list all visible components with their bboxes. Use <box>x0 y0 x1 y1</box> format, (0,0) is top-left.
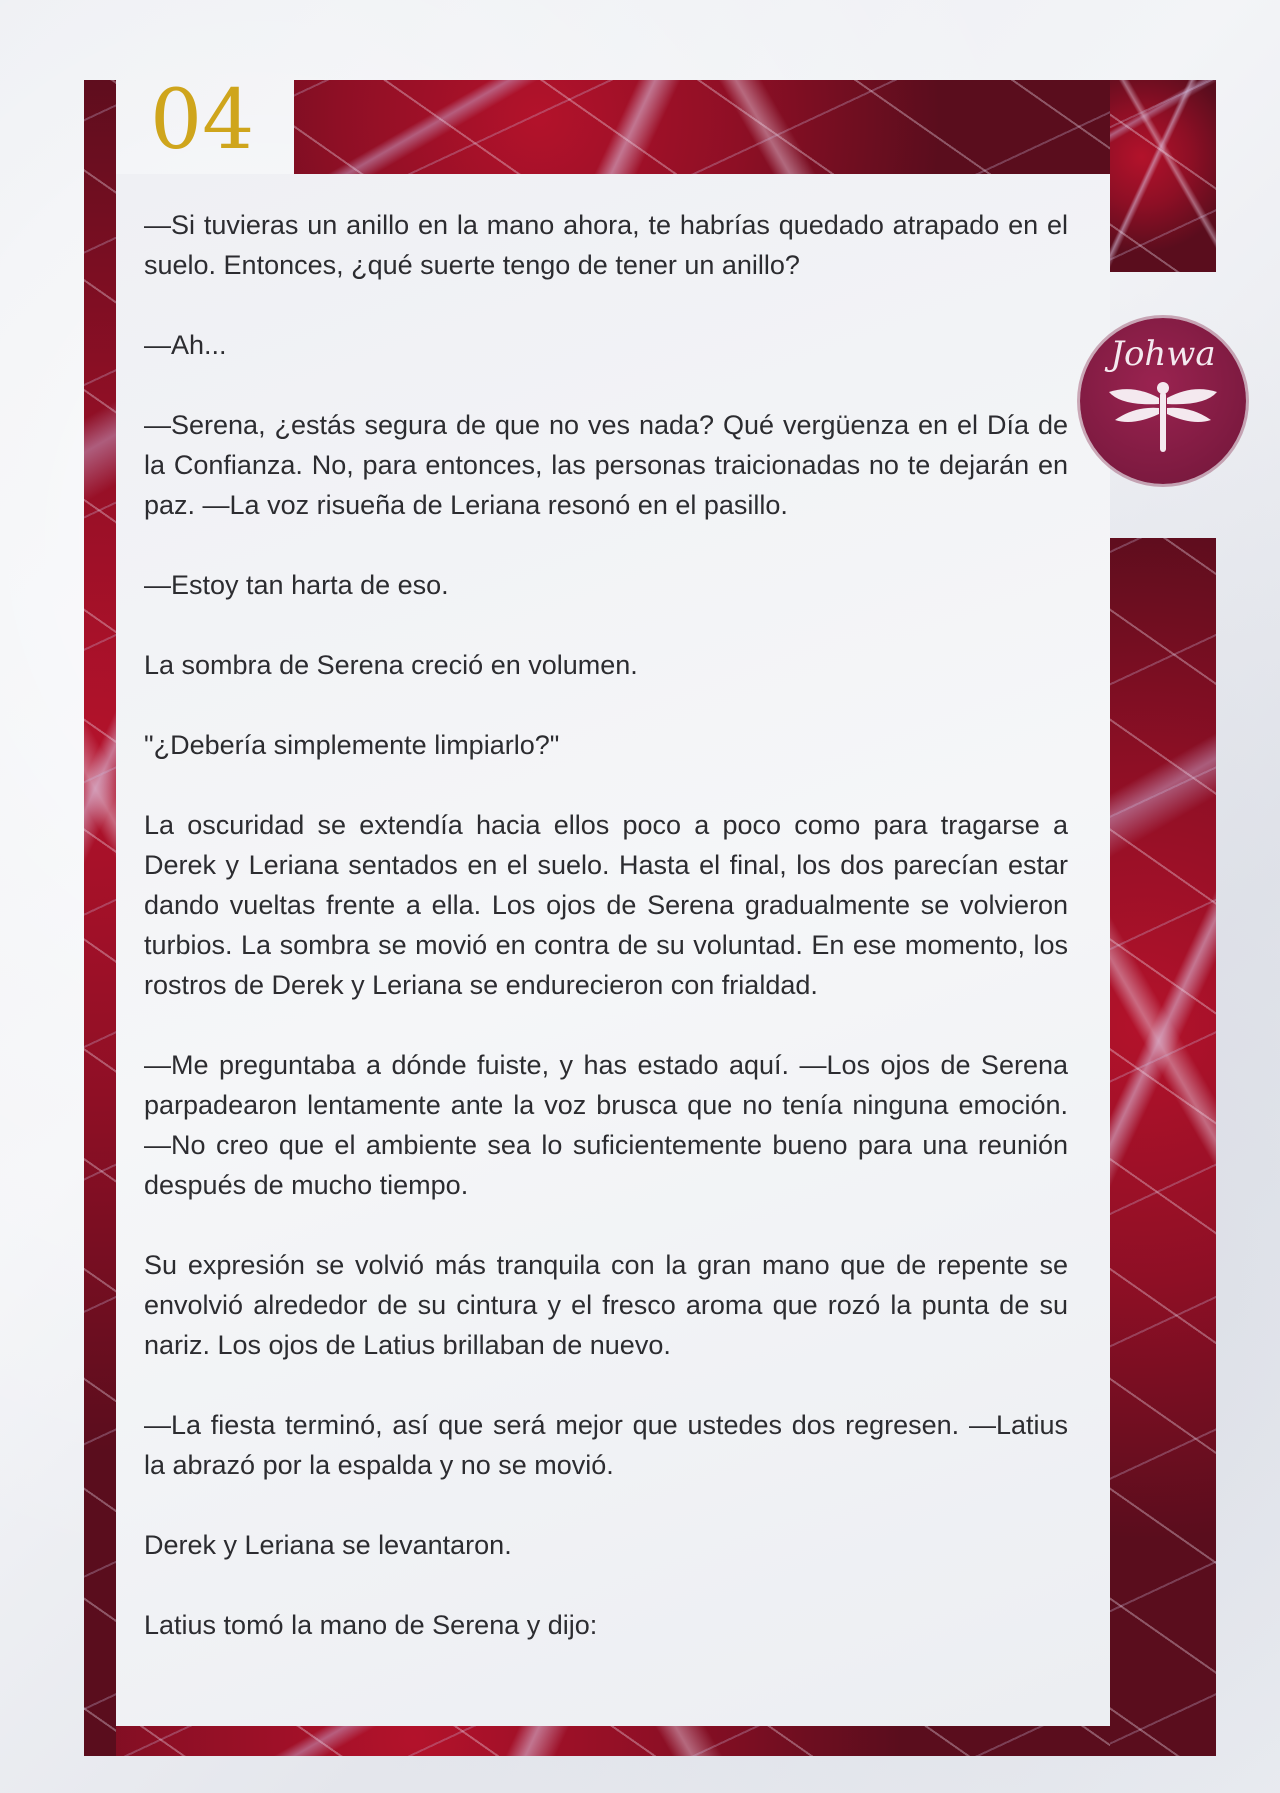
chapter-body-text <box>144 205 1068 1685</box>
marble-frame-left <box>84 80 116 1756</box>
paragraph: —La fiesta terminó, así que será mejor que ustedes dos regresen. —Latius la abrazó por la espalda y no se movió. <box>144 1410 1068 1480</box>
marble-frame-corner-top-right <box>1110 80 1216 272</box>
dragonfly-icon <box>1103 376 1223 456</box>
chapter-number: 04 <box>150 73 255 168</box>
marble-frame-right <box>1110 538 1216 1756</box>
logo-text: Johwa <box>1110 334 1216 374</box>
paragraph: La oscuridad se extendía hacia ellos poco a poco como para tragarse a Derek y Leriana sentados en el suelo. Hasta el final, los dos parecían estar dando vueltas frente a ella. Los ojos de Serena gradualmente se volvieron turbios. La sombra se movió en contra de su voluntad. En ese momento, los rostros de Derek y Leriana se endurecieron con frialdad. <box>144 810 1068 1000</box>
paragraph: La sombra de Serena creció en volumen. <box>144 650 638 680</box>
paragraph: —Si tuvieras un anillo en la mano ahora, te habrías quedado atrapado en el suelo. Entonces, ¿qué suerte tengo de tener un anillo? <box>144 210 1068 280</box>
paragraph: —Estoy tan harta de eso. <box>144 570 449 600</box>
paragraph: —Ah... <box>144 330 227 360</box>
marble-frame-top <box>294 80 1110 174</box>
paragraph: Su expresión se volvió más tranquila con la gran mano que de repente se envolvió alrededor de su cintura y el fresco aroma que rozó la punta de su nariz. Los ojos de Latius brillaban de nuevo. <box>144 1250 1068 1360</box>
paragraph: "¿Debería simplemente limpiarlo?" <box>144 730 560 760</box>
marble-frame-bottom <box>116 1726 1110 1756</box>
paragraph: —Me preguntaba a dónde fuiste, y has estado aquí. —Los ojos de Serena parpadearon lentamente ante la voz brusca que no tenía ninguna emoción. —No creo que el ambiente sea lo suficientemente bueno para una reunión después de mucho tiempo. <box>144 1050 1068 1200</box>
paragraph: Derek y Leriana se levantaron. <box>144 1530 512 1560</box>
paragraph: —Serena, ¿estás segura de que no ves nada? Qué vergüenza en el Día de la Confianza. No, para entonces, las personas traicionadas no te dejarán en paz. —La voz risueña de Leriana resonó en el pasillo. <box>144 410 1068 520</box>
paragraph: Latius tomó la mano de Serena y dijo: <box>144 1610 598 1640</box>
johwa-seal-logo <box>1080 318 1246 484</box>
